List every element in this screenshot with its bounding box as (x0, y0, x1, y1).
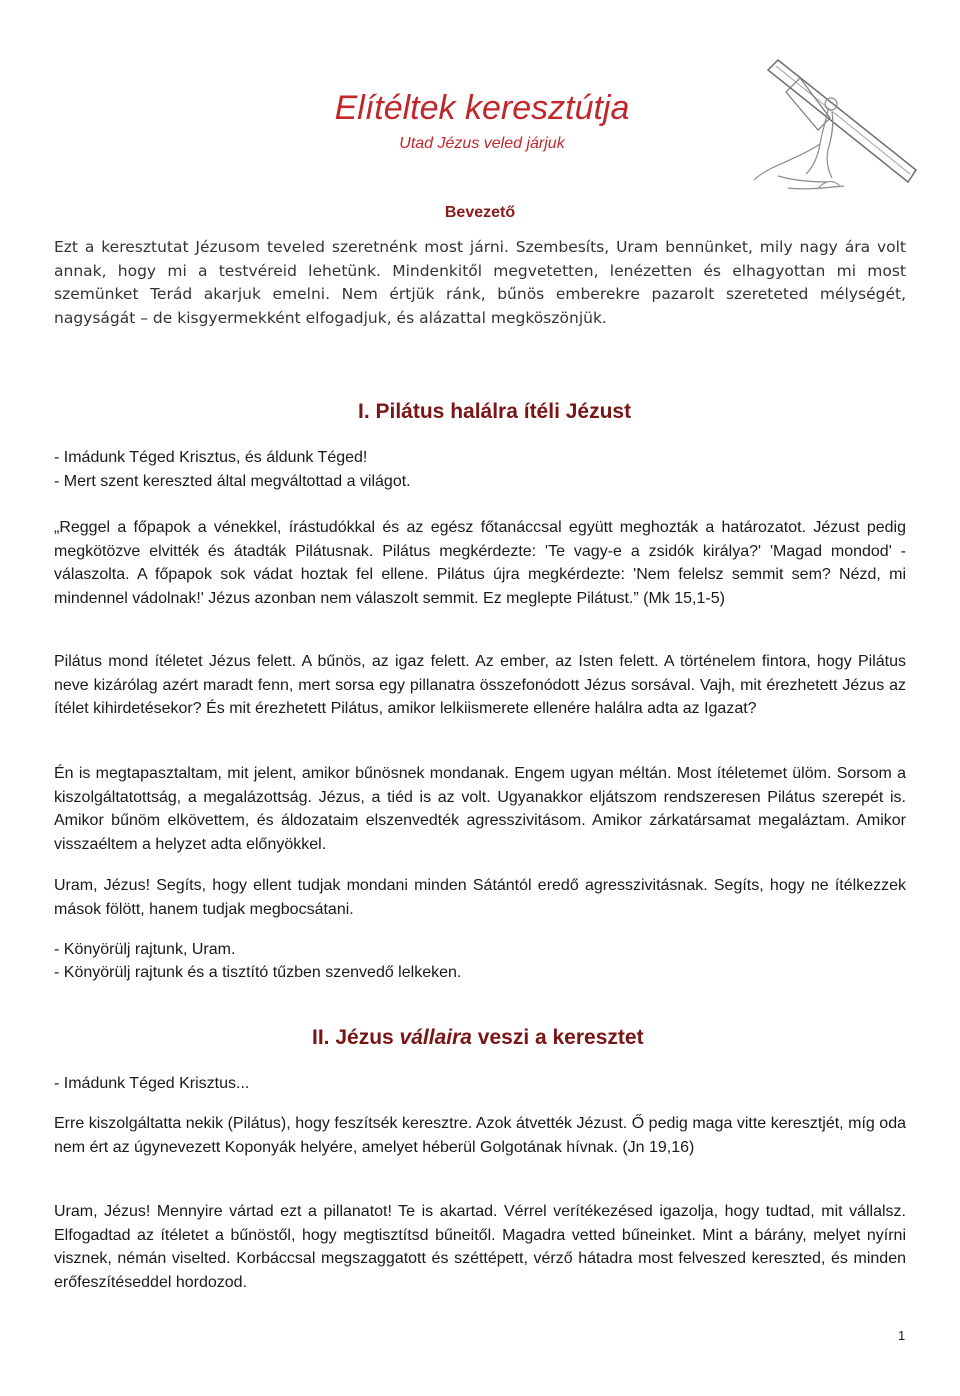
cross-illustration-icon (748, 48, 924, 198)
station-1-response-1: - Könyörülj rajtunk, Uram. (54, 941, 236, 958)
intro-heading: Bevezető (444, 204, 516, 221)
station-1-acclamation-2: - Mert szent kereszted által megváltottad a világot. (54, 473, 411, 490)
station-1-acclamation-1: - Imádunk Téged Krisztus, és áldunk Téged! (54, 449, 368, 466)
station-2-acclamation: - Imádunk Téged Krisztus... (54, 1075, 250, 1092)
station-1-reflection-2: Én is megtapasztaltam, mit jelent, amikor bűnösnek mondanak. Engem ugyan méltán. Most ítéletemet ülöm. Sorsom a kiszolgáltatottság, a megalázottság. Jézus, a tiéd is az volt. Ugyanakkor eljátszom rendszeresen Pilátus szerepét is. Amikor bűnöm elkövettem, és áldozataim elszenvedték agresszivitásom. Amikor zárkatársamat megaláztam. Amikor visszaéltem a helyzet adta előnyökkel. (54, 765, 906, 853)
station-2-heading (312, 1026, 644, 1050)
station-1-scripture: „Reggel a főpapok a vénekkel, írástudókkal és az egész főtanáccsal együtt meghozták a határozatot. Jézust pedig megkötözve elvitték és átadták Pilátusnak. Pilátus megkérdezte: 'Te vagy-e a zsidók királya?' 'Magad mondod' - válaszolta. A főpapok sok vádat hoztak fel ellene. Pilátus újra megkérdezte: 'Nem felelsz semmit sem? Nézd, mi mindennel vádolnak!' Jézus azonban nem válaszolt semmit. Ez meglepte Pilátust.” (Mk 15,1-5) (54, 519, 906, 607)
station-2-reflection: Uram, Jézus! Mennyire vártad ezt a pillanatot! Te is akartad. Vérrel verítékezésed igazolja, hogy tudtad, mit vállalsz. Elfogadtad az ítéletet a bűnöstől, hogy megtisztítsd bűneitől. Magadra vetted bűneinket. Mint a bárány, melyet nyírni visznek, némán viselted. Korbáccsal megszaggatott és széttépett, vérző hátadra most felveszed kereszted, és minden erőfeszítéseddel hordozod. (54, 1203, 906, 1291)
station-1-heading: I. Pilátus halálra ítéli Jézust (358, 400, 632, 423)
station-2-heading-em: vállaira (399, 1026, 472, 1049)
document-subtitle: Utad Jézus veled járjuk (399, 135, 565, 152)
document-title: Elítéltek keresztútja (334, 89, 630, 127)
station-2-scripture: Erre kiszolgáltatta nekik (Pilátus), hogy feszítsék keresztre. Azok átvették Jézust. Ő pedig maga vitte keresztjét, míg oda nem ért az úgynevezett Koponyák helyére, amelyet héberül Golgotának hívnak. (Jn 19,16) (54, 1115, 906, 1156)
station-1-reflection-1: Pilátus mond ítéletet Jézus felett. A bűnös, az igaz felett. Az ember, az Isten felett. A történelem fintora, hogy Pilátus neve kizárólag azért maradt fenn, mert sorsa egy pillanatra összefonódott Jézus sorsával. Vajh, mit érezhetett Jézus az ítélet kihirdetésekor? És mit érezhetett Pilátus, amikor lelkiismerete ellenére halálra adta az Igazat? (54, 653, 906, 717)
intro-paragraph: Ezt a keresztutat Jézusom teveled szeretnénk most járni. Szembesíts, Uram bennünket, mily nagy ára volt annak, hogy mi a testvéreid lehetünk. Mindenkitől megvetetten, lenézetten és elhagyottan mi most szemünket Terád akarjuk emelni. Nem értjük ránk, bűnös emberekre pazarolt szereteted mélységét, nagyságát – de kisgyermekként elfogadjuk, és alázattal megköszönjük. (54, 238, 906, 327)
station-2-heading-post: veszi a keresztet (471, 1026, 644, 1049)
station-2-heading-pre: II. Jézus (312, 1026, 400, 1049)
station-1-prayer: Uram, Jézus! Segíts, hogy ellent tudjak mondani minden Sátántól eredő agresszivitásnak. Segíts, hogy ne ítélkezzek mások fölött, hanem tudjak megbocsátani. (54, 877, 906, 918)
station-1-response-2: - Könyörülj rajtunk és a tisztító tűzben szenvedő lelkeken. (54, 964, 462, 981)
page-number: 1 (898, 1328, 906, 1343)
